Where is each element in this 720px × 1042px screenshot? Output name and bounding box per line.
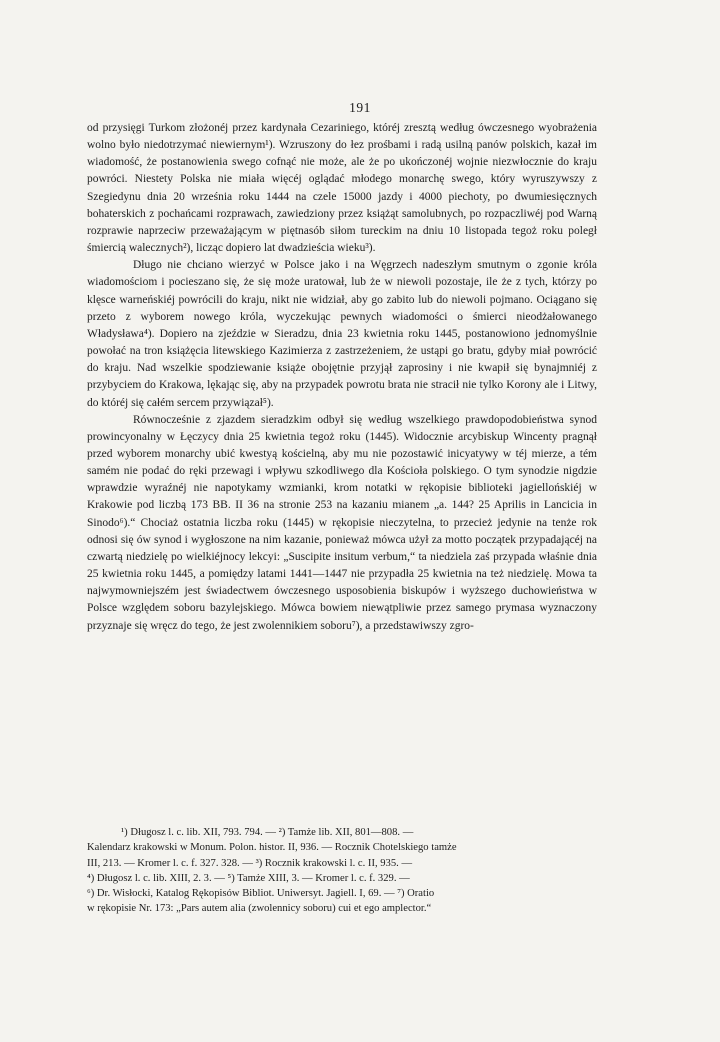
paragraph-3: Równocześnie z zjazdem sieradzkim odbył się według wszelkiego prawdopodobieństwa synod prowincyonalny w Łęczycy dnia 25 kwietnia tegoż roku (1445). Widocznie arcybiskup Wincenty pragnął przed wyborem monarchy ubić kwestyą kościelną, aby mu nie pozostawić inicyatywy w téj mierze, a tém samém nie podać do ręki przewagi i wpływu szkodliwego dla Kościoła polskiego. O tym synodzie nigdzie wprawdzie wyraźnéj nie napotykamy wzmianki, krom notatki w rękopisie biblioteki jagiellońskiéj w Krakowie pod liczbą 173 BB. II 36 na stronie 253 na kazaniu mianem „a. 144? 25 Aprilis in Lancicia in Sinodo⁶).“ Chociaż ostatnia liczba roku (1445) w rękopisie nieczytelna, to przecież jedynie na tenże rok odnosi się ów synod i wygłoszone na nim kazanie, ponieważ mówca użył za motto początek przypadającéj na czwartą niedzielę po wielkiéjnocy lekcyi: „Suscipite insitum verbum,“ ta niedziela zaś przypada właśnie dnia 25 kwietnia roku 1445, a pomiędzy latami 1441—1447 nie przypadła 25 kwietnia na też niedzielę. Mowa ta najwymowniejszém jest świadectwem ówczesnego usposobienia biskupów i wyższego duchowieństwa w Polsce względem soboru bazylejskiego. Mówca bowiem niewątpliwie przez samego prymasa wyznaczony przyznaje się wręcz do tego, że jest zwolennikiem soboru⁷), a przedstawiwszy zgro- xyxy=(87,413,597,632)
paragraph-1: od przysięgi Turkom złożonéj przez kardynała Cezariniego, któréj zresztą według ówczesnego wyobrażenia wolno było niedotrzymać niewiernym¹). Wzruszony do łez prośbami i radą usilną panów polskich, kazał im wiadomość, że postanowienia swego cofnąć nie może, ale że po ukończonéj wojnie niezwłocznie do kraju powróci. Niestety Polska nie miała więcéj oglądać młodego monarchę swego, który wyruszywszy z Szegiedynu dnia 20 września roku 1444 na czele 15000 jazdy i 4000 piechoty, po dwumiesięcznych bohaterskich z pochańcami rozprawach, zawiedziony przez książąt samolubnych, po rozpaczliwéj pod Warną rozprawie naprzeciw przeważającym w piętnasób siłom tureckim na dniu 10 listopada tegoż roku poległ śmiercią walecznych²), licząc dopiero lat dwadzieścia wieku³). xyxy=(87,122,597,255)
footnote-line: Kalendarz krakowski w Monum. Polon. histor. II, 936. — Rocznik Chotelskiego tamże xyxy=(87,842,457,854)
page-number: 191 xyxy=(349,100,371,115)
footnote-line: III, 213. — Kromer l. c. f. 327. 328. — ³) Rocznik krakowski l. c. II, 935. — xyxy=(87,857,413,869)
paragraph-2: Długo nie chciano wierzyć w Polsce jako i na Węgrzech nadeszłym smutnym o zgonie króla wiadomościom i pocieszano się, że się może uratował, lub że w niewoli pozostaje, ile że z tych, którzy po klęsce warneńskiéj powrócili do kraju, nikt nie widział, aby go zabito lub do niewoli pojmano. Ociągano się przeto z wyborem nowego króla, wyczekując pewnych wiadomości o śmierci nieodżałowanego Władysława⁴). Dopiero na zjeździe w Sieradzu, dnia 23 kwietnia roku 1445, postanowiono jednomyślnie powołać na tron książęcia litewskiego Kazimierza z zastrzeżeniem, że ustąpi go bratu, gdyby miał powrócić do kraju. Nad wszelkie spodziewanie książe obojętnie przyjął zaprosiny i nie kwapił się bynajmniéj z przybyciem do Krakowa, lękając się, aby na przypadek powrotu brata nie stracił nie tylko Korony ale i Litwy, do któréj się całém sercem przywiązał⁵). xyxy=(87,259,597,409)
footnotes xyxy=(87,825,597,917)
footnote-line: w rękopisie Nr. 173: „Pars autem alia (zwolennicy soboru) cui et ego amplector.“ xyxy=(87,903,432,915)
footnote-line: ⁶) Dr. Wisłocki, Katalog Rękopisów Bibliot. Uniwersyt. Jagiell. I, 69. — ⁷) Oratio xyxy=(87,888,435,900)
main-text xyxy=(87,120,597,635)
footnote-line: ¹) Długosz l. c. lib. XII, 793. 794. — ²) Tamże lib. XII, 801—808. — xyxy=(121,827,414,838)
footnote-line: ⁴) Długosz l. c. lib. XIII, 2. 3. — ⁵) Tamże XIII, 3. — Kromer l. c. f. 329. — xyxy=(87,872,410,884)
